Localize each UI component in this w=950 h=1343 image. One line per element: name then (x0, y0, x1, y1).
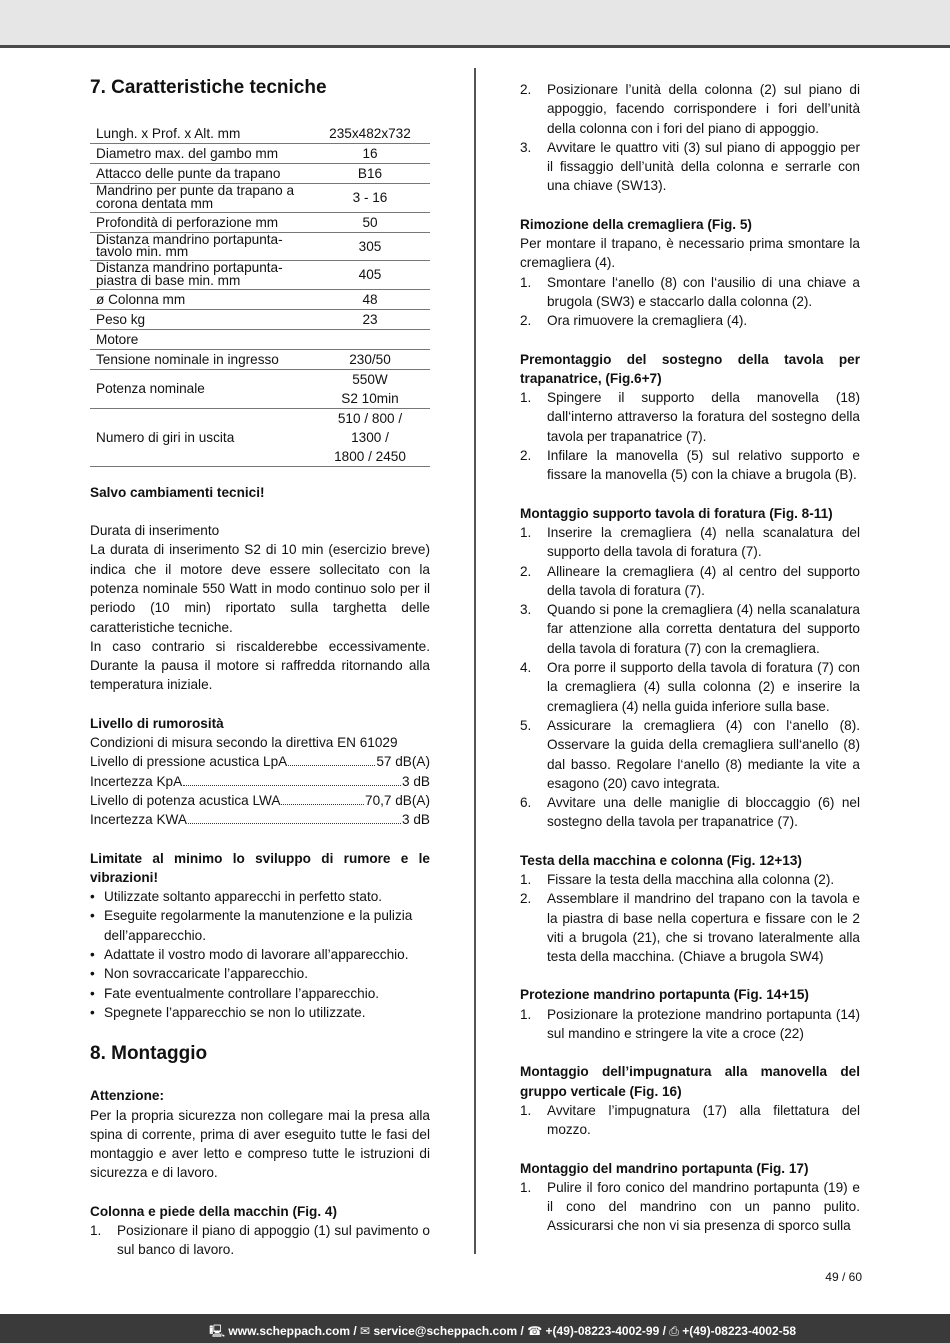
limit-list (90, 887, 430, 1022)
specs-table (90, 124, 430, 467)
column-divider (474, 68, 476, 1254)
footer-email[interactable]: service@scheppach.com (373, 1324, 518, 1338)
spec-row (90, 212, 430, 232)
spec-value: 405 (310, 261, 430, 290)
spec-row (90, 309, 430, 329)
attention-text: Per la propria sicurezza non collegare mai la presa alla spina di corrente, prima di aver eseguito tutte le fasi del montaggio e aver letto e compreso tutte le istruzioni di sicurezza e di lavoro. (90, 1107, 430, 1181)
spec-value: 3 - 16 (310, 184, 430, 213)
spec-value: 235x482x732 (310, 124, 430, 144)
computer-icon: 🖳 (209, 1324, 226, 1338)
noise-conditions: Condizioni di misura secondo la direttiva EN 61029 (90, 735, 398, 751)
spec-label: Diametro max. del gambo mm (90, 144, 310, 164)
spec-value: 230/50 (310, 349, 430, 369)
step-item: 1. Posizionare il piano di appoggio (1) sul pavimento o sul banco di lavoro. (90, 1222, 430, 1258)
list-item: • Utilizzate soltanto apparecchi in perfetto stato. (90, 887, 430, 906)
spec-value: 510 / 800 / 1300 / 1800 / 2450 (310, 408, 430, 466)
step-item: 1. Smontare l‘anello (8) con l‘ausilio di una chiave a brugola (SW3) e staccarlo dalla colonna (2). (520, 274, 860, 309)
section-7-title: 7. Caratteristiche tecniche (90, 77, 327, 98)
step-item: 1. Spingere il supporto della manovella (18) dall‘interno attraverso la foratura del sostegno della tavola per trapanatrice (7). (520, 390, 860, 444)
step-item: 4. Ora porre il supporto della tavola di foratura (7) con la cremagliera (4) sulla colonna (2) e inserire la cremagliera (4) nella guida inferiore sulla base. (520, 660, 860, 714)
spec-label: Lungh. x Prof. x Alt. mm (90, 124, 310, 144)
spec-label: Attacco delle punte da trapano (90, 164, 310, 184)
duty-text-2: In caso contrario si riscalderebbe eccessivamente. Durante la pausa il motore si raffredda ritornando alla temperatura iniziale. (90, 638, 430, 693)
page-number: 49 / 60 (825, 1270, 862, 1284)
guard-title: Protezione mandrino portapunta (Fig. 14+15) (520, 987, 809, 1003)
step-item: 2. Assemblare il mandrino del trapano con la tavola e la piastra di base nella copertura e fissare con le 2 viti a brugola (21), che si trovano lateralmente alla testa della macchina. (Chiave a brugola SW4) (520, 891, 860, 965)
spec-label: Mandrino per punte da trapano a corona dentata mm (90, 184, 310, 213)
attention-title: Attenzione: (90, 1088, 165, 1104)
spec-row (90, 124, 430, 144)
table-support-title: Montaggio supporto tavola di foratura (Fig. 8-11) (520, 505, 833, 521)
spec-value: 16 (310, 144, 430, 164)
spec-row (90, 261, 430, 290)
spec-value: 305 (310, 232, 430, 261)
spec-row (90, 289, 430, 309)
step-item: 5. Assicurare la cremagliera (4) con l‘anello (8). Osservare la guida della cremagliera sull‘anello (8) dal basso. Regolare l‘anello (8) mediante la vite a esagono (20) cavo integrata. (520, 717, 860, 791)
spec-label: Potenza nominale (90, 369, 310, 408)
step-item: 2. Ora rimuovere la cremagliera (4). (520, 313, 748, 329)
header-band (0, 0, 950, 48)
footer-fax: +(49)-08223-4002-58 (682, 1324, 796, 1338)
noise-title: Livello di rumorosità (90, 715, 224, 731)
reserve-note: Salvo cambiamenti tecnici! (90, 484, 265, 500)
noise-row: Livello di potenza acustica LWA 70,7 dB(A) (90, 792, 430, 808)
telephone-icon: ☎ (527, 1324, 543, 1338)
spec-row (90, 408, 430, 466)
rack-steps (520, 273, 860, 331)
step-item: 3. Quando si pone la cremagliera (4) nella scanalatura far attenzione alla corretta dentatura del supporto della tavola di foratura (7) con la cremagliera. (520, 602, 860, 656)
spec-row (90, 329, 430, 349)
step-item: 1. Fissare la testa della macchina alla colonna (2). (520, 871, 835, 887)
rack-intro: Per montare il trapano, è necessario prima smontare la cremagliera (4). (520, 236, 860, 271)
chuck-title: Montaggio del mandrino portapunta (Fig. 17) (520, 1160, 809, 1176)
step-item: 1. Avvitare l’impugnatura (17) alla filettatura del mozzo. (520, 1102, 860, 1138)
spec-row (90, 369, 430, 408)
spec-value: 50 (310, 212, 430, 232)
footer-phone: +(49)-08223-4002-99 (545, 1324, 660, 1338)
duty-title: Durata di inserimento (90, 523, 220, 539)
step-item: 2. Posizionare l’unità della colonna (2) sul piano di appoggio, facendo corrispondere i fori dell’unità della colonna con i fori del piano di appoggio. (520, 82, 860, 136)
step-item: 1. Pulire il foro conico del mandrino portapunta (19) e il cono del mandrino con un panno pulito. Assicurarsi che non vi sia presenza di sporco sulla (520, 1179, 860, 1234)
premount-title: Premontaggio del sostegno della tavola per trapanatrice, (Fig.6+7) (520, 351, 860, 386)
step-item: 2. Infilare la manovella (5) sul relativo supporto e fissare la manovella (5) con la chiave a brugola (B). (520, 448, 860, 483)
step-item: 6. Avvitare una delle maniglie di bloccaggio (6) nel sostegno della tavola per trapanatrice (7). (520, 795, 860, 830)
spec-row (90, 349, 430, 369)
spec-label: Distanza mandrino portapunta-tavolo min. mm (90, 232, 310, 261)
step-item: 1. Posizionare la protezione mandrino portapunta (14) sul mandino e stringere la vite a croce (22) (520, 1006, 860, 1042)
list-item: • Adattate il vostro modo di lavorare all’apparecchio. (90, 945, 430, 964)
left-column (90, 76, 430, 1260)
list-item: • Eseguite regolarmente la manutenzione e la pulizia dell’apparecchio. (90, 906, 430, 945)
spec-value: 48 (310, 289, 430, 309)
head-steps (520, 870, 860, 966)
chuck-steps (520, 1178, 860, 1236)
list-item: • Non sovraccaricate l’apparecchio. (90, 964, 430, 983)
spec-row (90, 164, 430, 184)
handle-title: Montaggio dell’impugnatura alla manovella del gruppo verticale (Fig. 16) (520, 1064, 860, 1099)
envelope-icon: ✉ (360, 1324, 371, 1338)
column-steps (90, 1221, 430, 1260)
spec-value: 550W S2 10min (310, 369, 430, 408)
spec-value: B16 (310, 164, 430, 184)
spec-label: ø Colonna mm (90, 289, 310, 309)
rack-title: Rimozione della cremagliera (Fig. 5) (520, 216, 752, 232)
list-item: • Spegnete l’apparecchio se non lo utilizzate. (90, 1003, 430, 1022)
column-title: Colonna e piede della macchin (Fig. 4) (90, 1203, 337, 1219)
spec-row (90, 184, 430, 213)
step-item: 3. Avvitare le quattro viti (3) sul piano di appoggio per il fissaggio dell’unità della colonna e serrarle con una chiave (SW13). (520, 139, 860, 194)
handle-steps (520, 1101, 860, 1140)
noise-row: Livello di pressione acustica LpA 57 dB(A) (90, 754, 430, 770)
spec-label: Numero di giri in uscita (90, 408, 310, 466)
spec-row (90, 144, 430, 164)
column-steps-cont (520, 80, 860, 196)
spec-label: Distanza mandrino portapunta-piastra di base min. mm (90, 261, 310, 290)
spec-label: Peso kg (90, 309, 310, 329)
spec-label: Motore (90, 329, 310, 349)
spec-label: Tensione nominale in ingresso (90, 349, 310, 369)
spec-label: Profondità di perforazione mm (90, 212, 310, 232)
spec-value: 23 (310, 309, 430, 329)
section-8-title: 8. Montaggio (90, 1043, 208, 1065)
head-title: Testa della macchina e colonna (Fig. 12+13) (520, 852, 802, 868)
noise-row: Incertezza KpA 3 dB (90, 773, 430, 789)
spec-row (90, 232, 430, 261)
noise-row: Incertezza KWA 3 dB (90, 812, 430, 828)
footer-website[interactable]: www.scheppach.com (228, 1324, 351, 1338)
right-column (520, 80, 860, 1236)
step-item: 2. Allineare la cremagliera (4) al centro del supporto della tavola di foratura (7). (520, 563, 860, 598)
table-support-steps (520, 523, 860, 832)
footer-bar: 🖳 www.scheppach.com / ✉ service@scheppach.com / ☎ +(49)-08223-4002-99 / ⎙ +(49)-08223-4002-58 (0, 1314, 950, 1343)
premount-steps (520, 388, 860, 484)
spec-value (310, 329, 430, 349)
guard-steps (520, 1005, 860, 1044)
list-item: • Fate eventualmente controllare l’apparecchio. (90, 984, 430, 1003)
step-item: 1. Inserire la cremagliera (4) nella scanalatura del supporto della tavola di foratura (7). (520, 524, 860, 560)
limit-title: Limitate al minimo lo sviluppo di rumore e le vibrazioni! (90, 850, 430, 885)
fax-icon: ⎙ (669, 1324, 679, 1338)
duty-text: La durata di inserimento S2 di 10 min (esercizio breve) indica che il motore deve essere sollecitato con la potenza nominale 550 Watt in modo continuo solo per il periodo (10 min) riportato sulla targhetta delle caratteristiche tecniche. (90, 542, 430, 635)
